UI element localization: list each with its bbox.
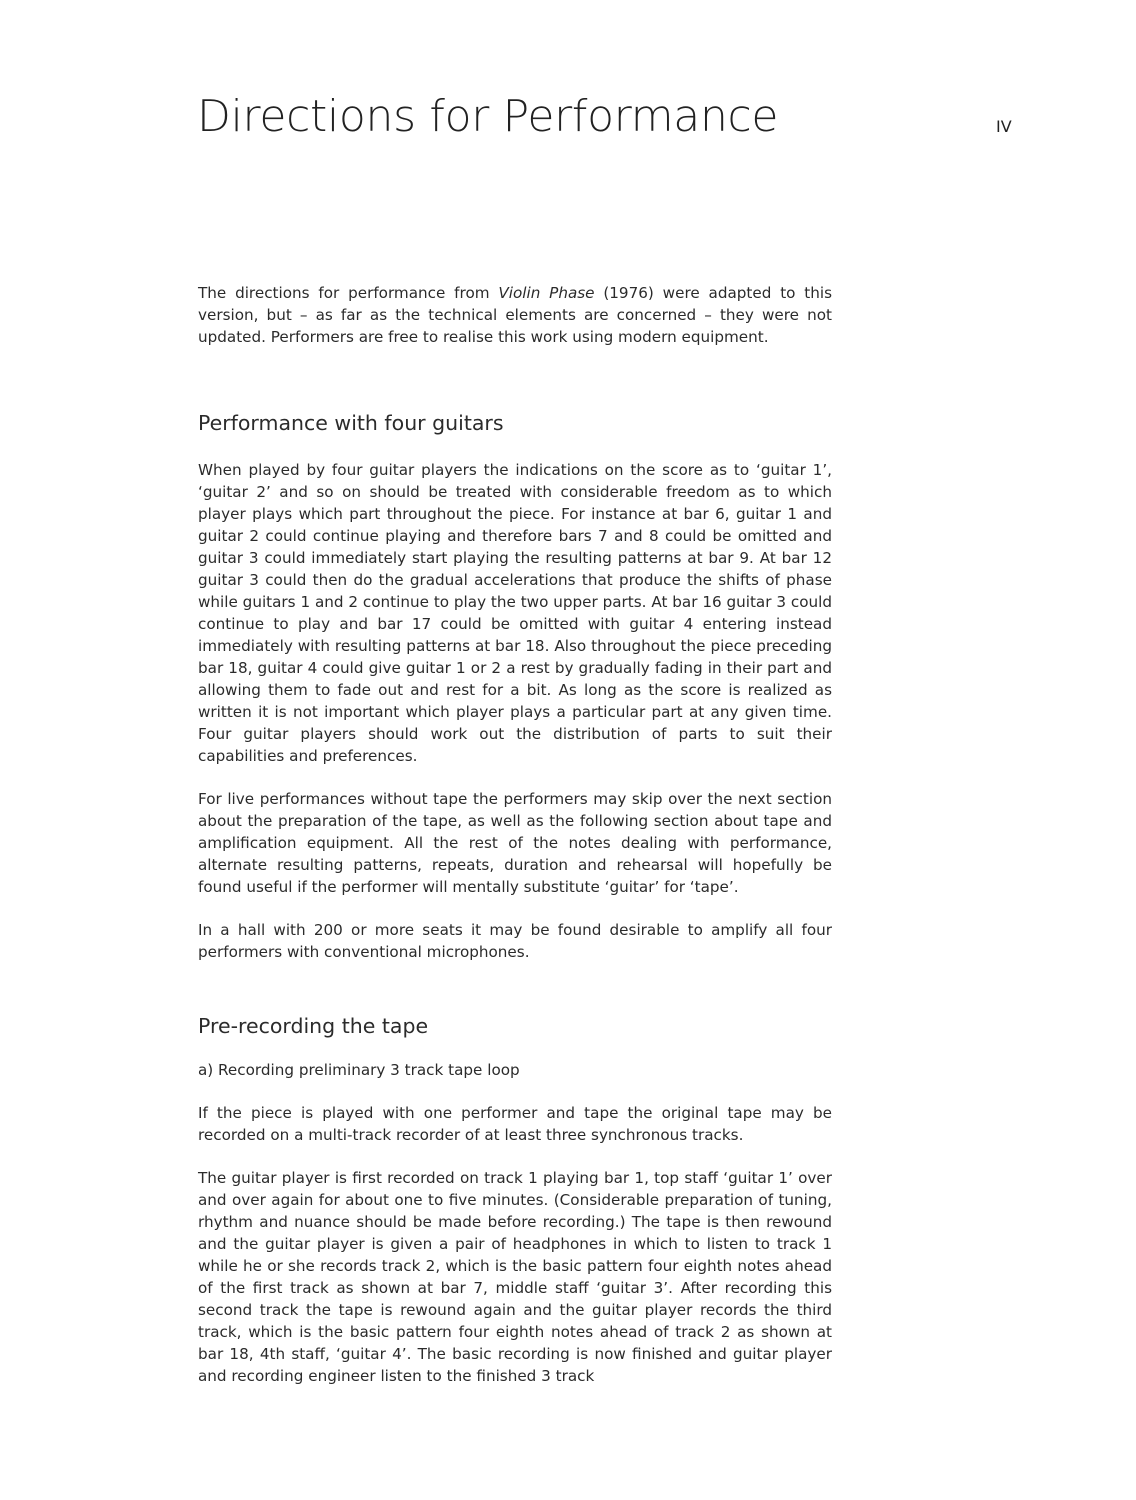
page-title: Directions for Performance xyxy=(197,91,779,142)
work-title-italic: Violin Phase xyxy=(498,284,595,302)
section-heading-prerecording: Pre-recording the tape xyxy=(198,1014,429,1038)
paragraph-multitrack-recorder: If the piece is played with one performer and tape the original tape may be recorded on a multi-track recorder of at least three synchronous tracks. xyxy=(198,1104,832,1144)
page-number: IV xyxy=(996,117,1012,136)
section-heading-four-guitars: Performance with four guitars xyxy=(198,411,504,435)
body-text xyxy=(198,282,832,1387)
intro-paragraph xyxy=(198,282,832,348)
paragraph-four-guitars-distribution: When played by four guitar players the indications on the score as to ‘guitar 1’, ‘guitar 2’ and so on should be treated with considerable freedom as to which player plays which part throughout the piece. For instance at bar 6, guitar 1 and guitar 2 could continue playing and therefore bars 7 and 8 could be omitted and guitar 3 could immediately start playing the resulting patterns at bar 9. At bar 12 guitar 3 could then do the gradual accelerations that produce the shifts of phase while guitars 1 and 2 continue to play the two upper parts. At bar 16 guitar 3 could continue to play and bar 17 could be omitted with guitar 4 entering instead immediately with resulting patterns at bar 18. Also throughout the piece preceding bar 18, guitar 4 could give guitar 1 or 2 a rest by gradually fading in their part and allowing them to fade out and rest for a bit. As long as the score is realized as written it is not important which player plays a particular part at any given time. Four guitar players should work out the distribution of parts to suit their capabilities and preferences. xyxy=(198,461,832,765)
paragraph-hall-amplification: In a hall with 200 or more seats it may be found desirable to amplify all four performers with conventional microphones. xyxy=(198,921,832,961)
intro-text-end: (1976) were adapted to this version, but – as far as the technical elements are concerned – they were not updated. Performers are free to realise this work using modern equipment. xyxy=(198,284,832,346)
paragraph-recording-tracks: The guitar player is first recorded on track 1 playing bar 1, top staff ‘guitar 1’ over and over again for about one to five minutes. (Considerable preparation of tuning, rhythm and nuance should be made before recording.) The tape is then rewound and the guitar player is given a pair of headphones in which to listen to track 1 while he or she records track 2, which is the basic pattern four eighth notes ahead of the first track as shown at bar 7, middle staff ‘guitar 3’. After recording this second track the tape is rewound again and the guitar player records the third track, which is the basic pattern four eighth notes ahead of track 2 as shown at bar 18, 4th staff, ‘guitar 4’. The basic recording is now finished and guitar player and recording engineer listen to the finished 3 track xyxy=(198,1169,832,1385)
subheading-tape-loop: a) Recording preliminary 3 track tape loop xyxy=(198,1061,520,1079)
intro-text-start: The directions for performance from xyxy=(198,284,499,302)
paragraph-live-performance: For live performances without tape the performers may skip over the next section about the preparation of the tape, as well as the following section about tape and amplification equipment. All the rest of the notes dealing with performance, alternate resulting patterns, repeats, duration and rehearsal will hopefully be found useful if the performer will mentally substitute ‘guitar’ for ‘tape’. xyxy=(198,790,832,896)
